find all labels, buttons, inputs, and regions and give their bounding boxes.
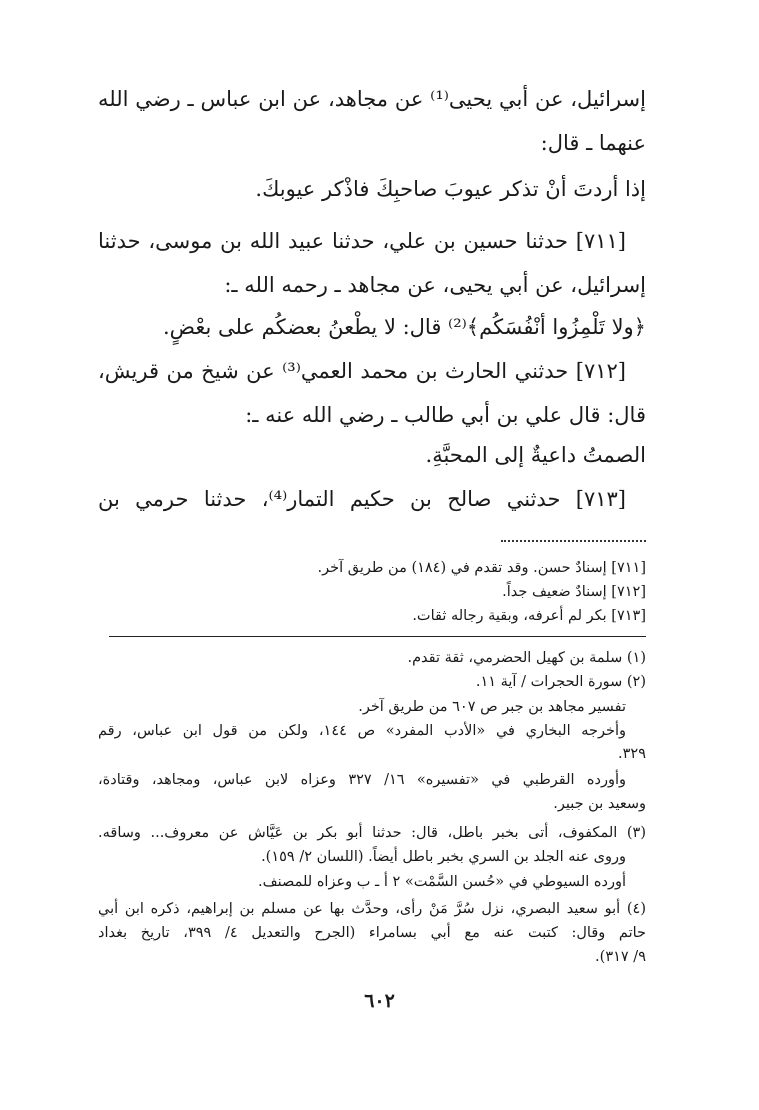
hadith-713-line: [٧١٣] حدثني صالح بن حكيم التمار⁽⁴⁾، حدثنا حرمي بن (98, 487, 626, 511)
quran-quote-line: ﴿ولا تَلْمِزُوا أنْفُسَكُم﴾⁽²⁾ قال: لا يطْعنُ بعضكُم على بعْضٍ. (162, 315, 646, 339)
footnote-line: ٣٢٩. (618, 746, 646, 762)
footnote-line: وأورده القرطبي في «تفسيره» ١٦/ ٣٢٧ وعزاه لابن عباس، ومجاهد، وقتادة، (98, 772, 626, 788)
footnote-line: (٣) المكفوف، أتى بخبر باطل، قال: حدثنا أبو بكر بن عَيَّاش عن معروف... وساقه. (98, 825, 646, 841)
footnote-line: تفسير مجاهد بن جبر ص ٦٠٧ من طريق آخر. (358, 699, 626, 715)
text-line: إسرائيل، عن أبي يحيى، عن مجاهد ـ رحمه الله ـ: (224, 273, 646, 297)
footnote-line: (٢) سورة الحجرات / آية ١١. (475, 674, 646, 690)
footnote-rule (109, 636, 646, 637)
text-line: عنهما ـ قال: (540, 131, 646, 155)
footnote-line: وسعيد بن جبير. (553, 796, 646, 812)
quote-line: الصمتُ داعيةٌ إلى المحبَّةِ. (425, 443, 646, 467)
text-line: قال: قال علي بن أبي طالب ـ رضي الله عنه ـ: (245, 403, 646, 427)
page-number: ٦٠٢ (364, 990, 395, 1012)
footnote-line: وأخرجه البخاري في «الأدب المفرد» ص ١٤٤، ولكن من قول ابن عباس، رقم (98, 723, 627, 739)
grading-note: [٧١١] إسنادٌ حسن. وقد تقدم في (١٨٤) من طريق آخر. (317, 560, 646, 576)
footnote-line: وروى عنه الجلد بن السري بخبر باطل أيضاً. (اللسان ٢/ ١٥٩). (261, 849, 626, 865)
footnote-line: ٩/ ٣١٧). (595, 949, 646, 965)
notes-separator (501, 540, 646, 542)
quote-line: إذا أردتَ أنْ تذكر عيوبَ صاحبِكَ فاذْكر عيوبكَ. (255, 177, 646, 201)
text-line: إسرائيل، عن أبي يحيى⁽¹⁾ عن مجاهد، عن ابن عباس ـ رضي الله (98, 87, 646, 111)
grading-note: [٧١٣] بكر لم أعرفه، وبقية رجاله ثقات. (412, 608, 646, 624)
footnote-line: (١) سلمة بن كهيل الحضرمي، ثقة تقدم. (407, 650, 646, 666)
hadith-711-line: [٧١١] حدثنا حسين بن علي، حدثنا عبيد الله بن موسى، حدثنا (98, 229, 626, 253)
footnote-line: (٤) أبو سعيد البصري، نزل سُرَّ مَنْ رأى، وحدَّث بها عن مسلم بن إبراهيم، ذكره ابن أبي (98, 901, 646, 917)
grading-note: [٧١٢] إسنادٌ ضعيف جداً. (502, 584, 646, 600)
footnote-line: أورده السيوطي في «حُسن السَّمْت» ٢ أ ـ ب وعزاه للمصنف. (258, 874, 626, 890)
footnote-line: حاتم وقال: كتبت عنه مع أبي بسامراء (الجرح والتعديل ٤/ ٣٩٩، تاريخ بغداد (98, 925, 646, 941)
hadith-712-line: [٧١٢] حدثني الحارث بن محمد العمي⁽³⁾ عن شيخ من قريش، (98, 359, 626, 383)
